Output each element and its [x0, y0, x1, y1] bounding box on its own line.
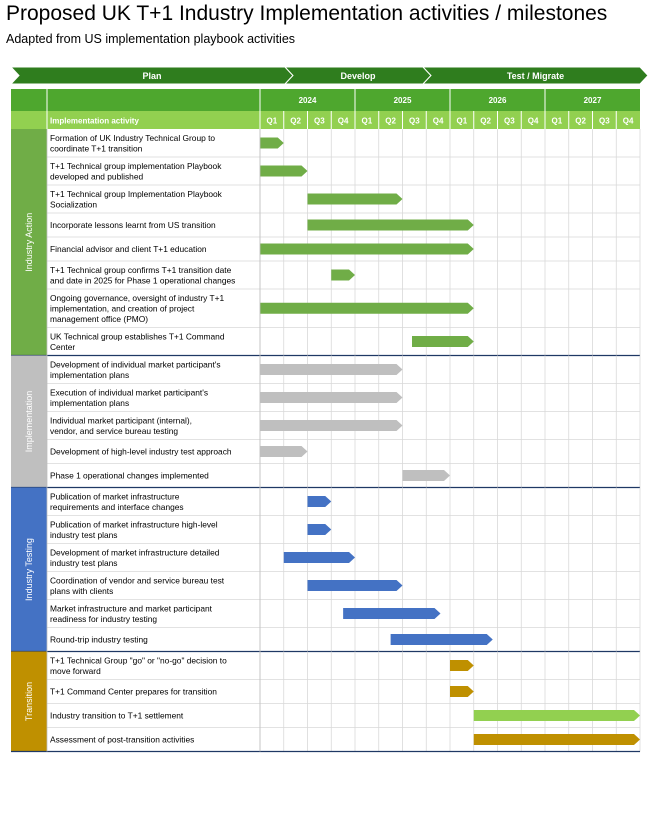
page-subtitle: Adapted from US implementation playbook activities: [6, 32, 296, 46]
activity-bar: [308, 524, 332, 535]
quarter-label: Q4: [432, 116, 444, 126]
quarter-label: Q1: [361, 116, 373, 126]
group-label: Industry Action: [24, 212, 34, 272]
activity-bar: [308, 220, 474, 231]
activity-label: and date in 2025 for Phase 1 operational changes: [50, 275, 236, 286]
activity-bar: [343, 608, 440, 619]
quarter-label: Q4: [337, 116, 349, 126]
activity-label: developed and published: [50, 171, 144, 182]
quarter-label: Q4: [622, 116, 634, 126]
activity-bar: [474, 734, 640, 745]
activity-label: implementation plans: [50, 397, 130, 408]
activity-label: Execution of individual market participant's: [50, 387, 209, 398]
activity-bar: [260, 446, 308, 457]
phase-label: Test / Migrate: [506, 71, 565, 81]
quarter-label: Q1: [266, 116, 278, 126]
quarter-label: Q3: [314, 116, 325, 126]
activity-label: T+1 Technical group Implementation Playbook: [50, 188, 222, 199]
activity-bar: [260, 364, 403, 375]
activity-label: implementation, and creation of project: [50, 303, 195, 314]
year-label: 2027: [583, 96, 602, 105]
phase-label: Plan: [142, 71, 162, 81]
activity-bar: [284, 552, 355, 563]
phase-label: Develop: [340, 71, 376, 81]
activity-bar: [308, 580, 403, 591]
activity-label: Development of high-level industry test approach: [50, 446, 232, 457]
activity-bar: [260, 420, 403, 431]
activity-bar: [308, 496, 332, 507]
activity-bar: [331, 270, 355, 281]
activity-label: vendor, and service bureau testing: [50, 425, 179, 436]
activity-label: Financial advisor and client T+1 education: [50, 244, 207, 254]
activity-label: Ongoing governance, oversight of industry T+1: [50, 292, 225, 303]
quarter-label: Q3: [504, 116, 515, 126]
activity-bar: [260, 303, 474, 314]
page-title: Proposed UK T+1 Industry Implementation activities / milestones: [6, 2, 608, 25]
activity-label: Industry transition to T+1 settlement: [50, 710, 184, 721]
activity-bar: [412, 336, 474, 347]
year-label: 2025: [393, 96, 412, 105]
activity-bar: [260, 166, 308, 177]
activity-label: Publication of market infrastructure: [50, 491, 180, 502]
header-year-row: [11, 89, 640, 111]
activity-label: Development of individual market participant's: [50, 359, 221, 370]
activity-label: Round-trip industry testing: [50, 634, 148, 645]
activity-label: Center: [50, 341, 76, 352]
activity-bar: [260, 244, 474, 255]
activity-label: management office (PMO): [50, 313, 149, 324]
activity-label: Publication of market infrastructure high-level: [50, 519, 218, 530]
year-label: 2024: [298, 96, 317, 105]
activity-bar: [391, 634, 493, 645]
quarter-label: Q4: [527, 116, 539, 126]
quarter-label: Q1: [456, 116, 468, 126]
activity-label: Formation of UK Industry Technical Group to: [50, 132, 216, 143]
quarter-label: Q3: [599, 116, 610, 126]
activity-bar: [260, 138, 284, 149]
activity-label: Market infrastructure and market participant: [50, 603, 212, 614]
implementation-activity-header: Implementation activity: [50, 116, 139, 126]
group-label: Implementation: [24, 390, 34, 453]
activity-label: T+1 Technical group confirms T+1 transition date: [50, 264, 232, 275]
activity-label: implementation plans: [50, 369, 130, 380]
activity-bar: [450, 686, 474, 697]
activity-label: industry test plans: [50, 557, 118, 568]
activity-label: requirements and interface changes: [50, 501, 184, 512]
activity-label: Assessment of post-transition activities: [50, 734, 195, 745]
quarter-label: Q1: [551, 116, 563, 126]
group-label: Industry Testing: [24, 538, 34, 601]
activity-label: industry test plans: [50, 529, 118, 540]
year-label: 2026: [488, 96, 507, 105]
activity-label: Individual market participant (internal),: [50, 415, 192, 426]
activity-label: T+1 Command Center prepares for transition: [50, 686, 217, 697]
quarter-label: Q3: [409, 116, 420, 126]
activity-label: Socialization: [50, 199, 98, 210]
activity-label: Coordination of vendor and service bureau test: [50, 575, 225, 586]
quarter-label: Q2: [480, 116, 491, 126]
quarter-label: Q2: [575, 116, 586, 126]
activity-bar: [403, 470, 451, 481]
group-label: Transition: [24, 681, 34, 722]
activity-label: UK Technical group establishes T+1 Command: [50, 331, 225, 342]
activity-label: Development of market infrastructure detailed: [50, 547, 220, 558]
activity-label: T+1 Technical group implementation Playbook: [50, 160, 222, 171]
activity-bar: [450, 660, 474, 671]
activity-label: plans with clients: [50, 585, 114, 596]
activity-label: readiness for industry testing: [50, 613, 158, 624]
activity-bar: [474, 710, 640, 721]
activity-label: Incorporate lessons learnt from US transition: [50, 220, 216, 230]
quarter-label: Q2: [385, 116, 396, 126]
activity-label: T+1 Technical Group "go" or "no-go" decision to: [50, 655, 227, 666]
activity-label: Phase 1 operational changes implemented: [50, 470, 209, 481]
activity-bar: [260, 392, 403, 403]
activity-label: coordinate T+1 transition: [50, 143, 143, 154]
quarter-label: Q2: [290, 116, 301, 126]
activity-bar: [308, 194, 403, 205]
activity-label: move forward: [50, 665, 101, 676]
